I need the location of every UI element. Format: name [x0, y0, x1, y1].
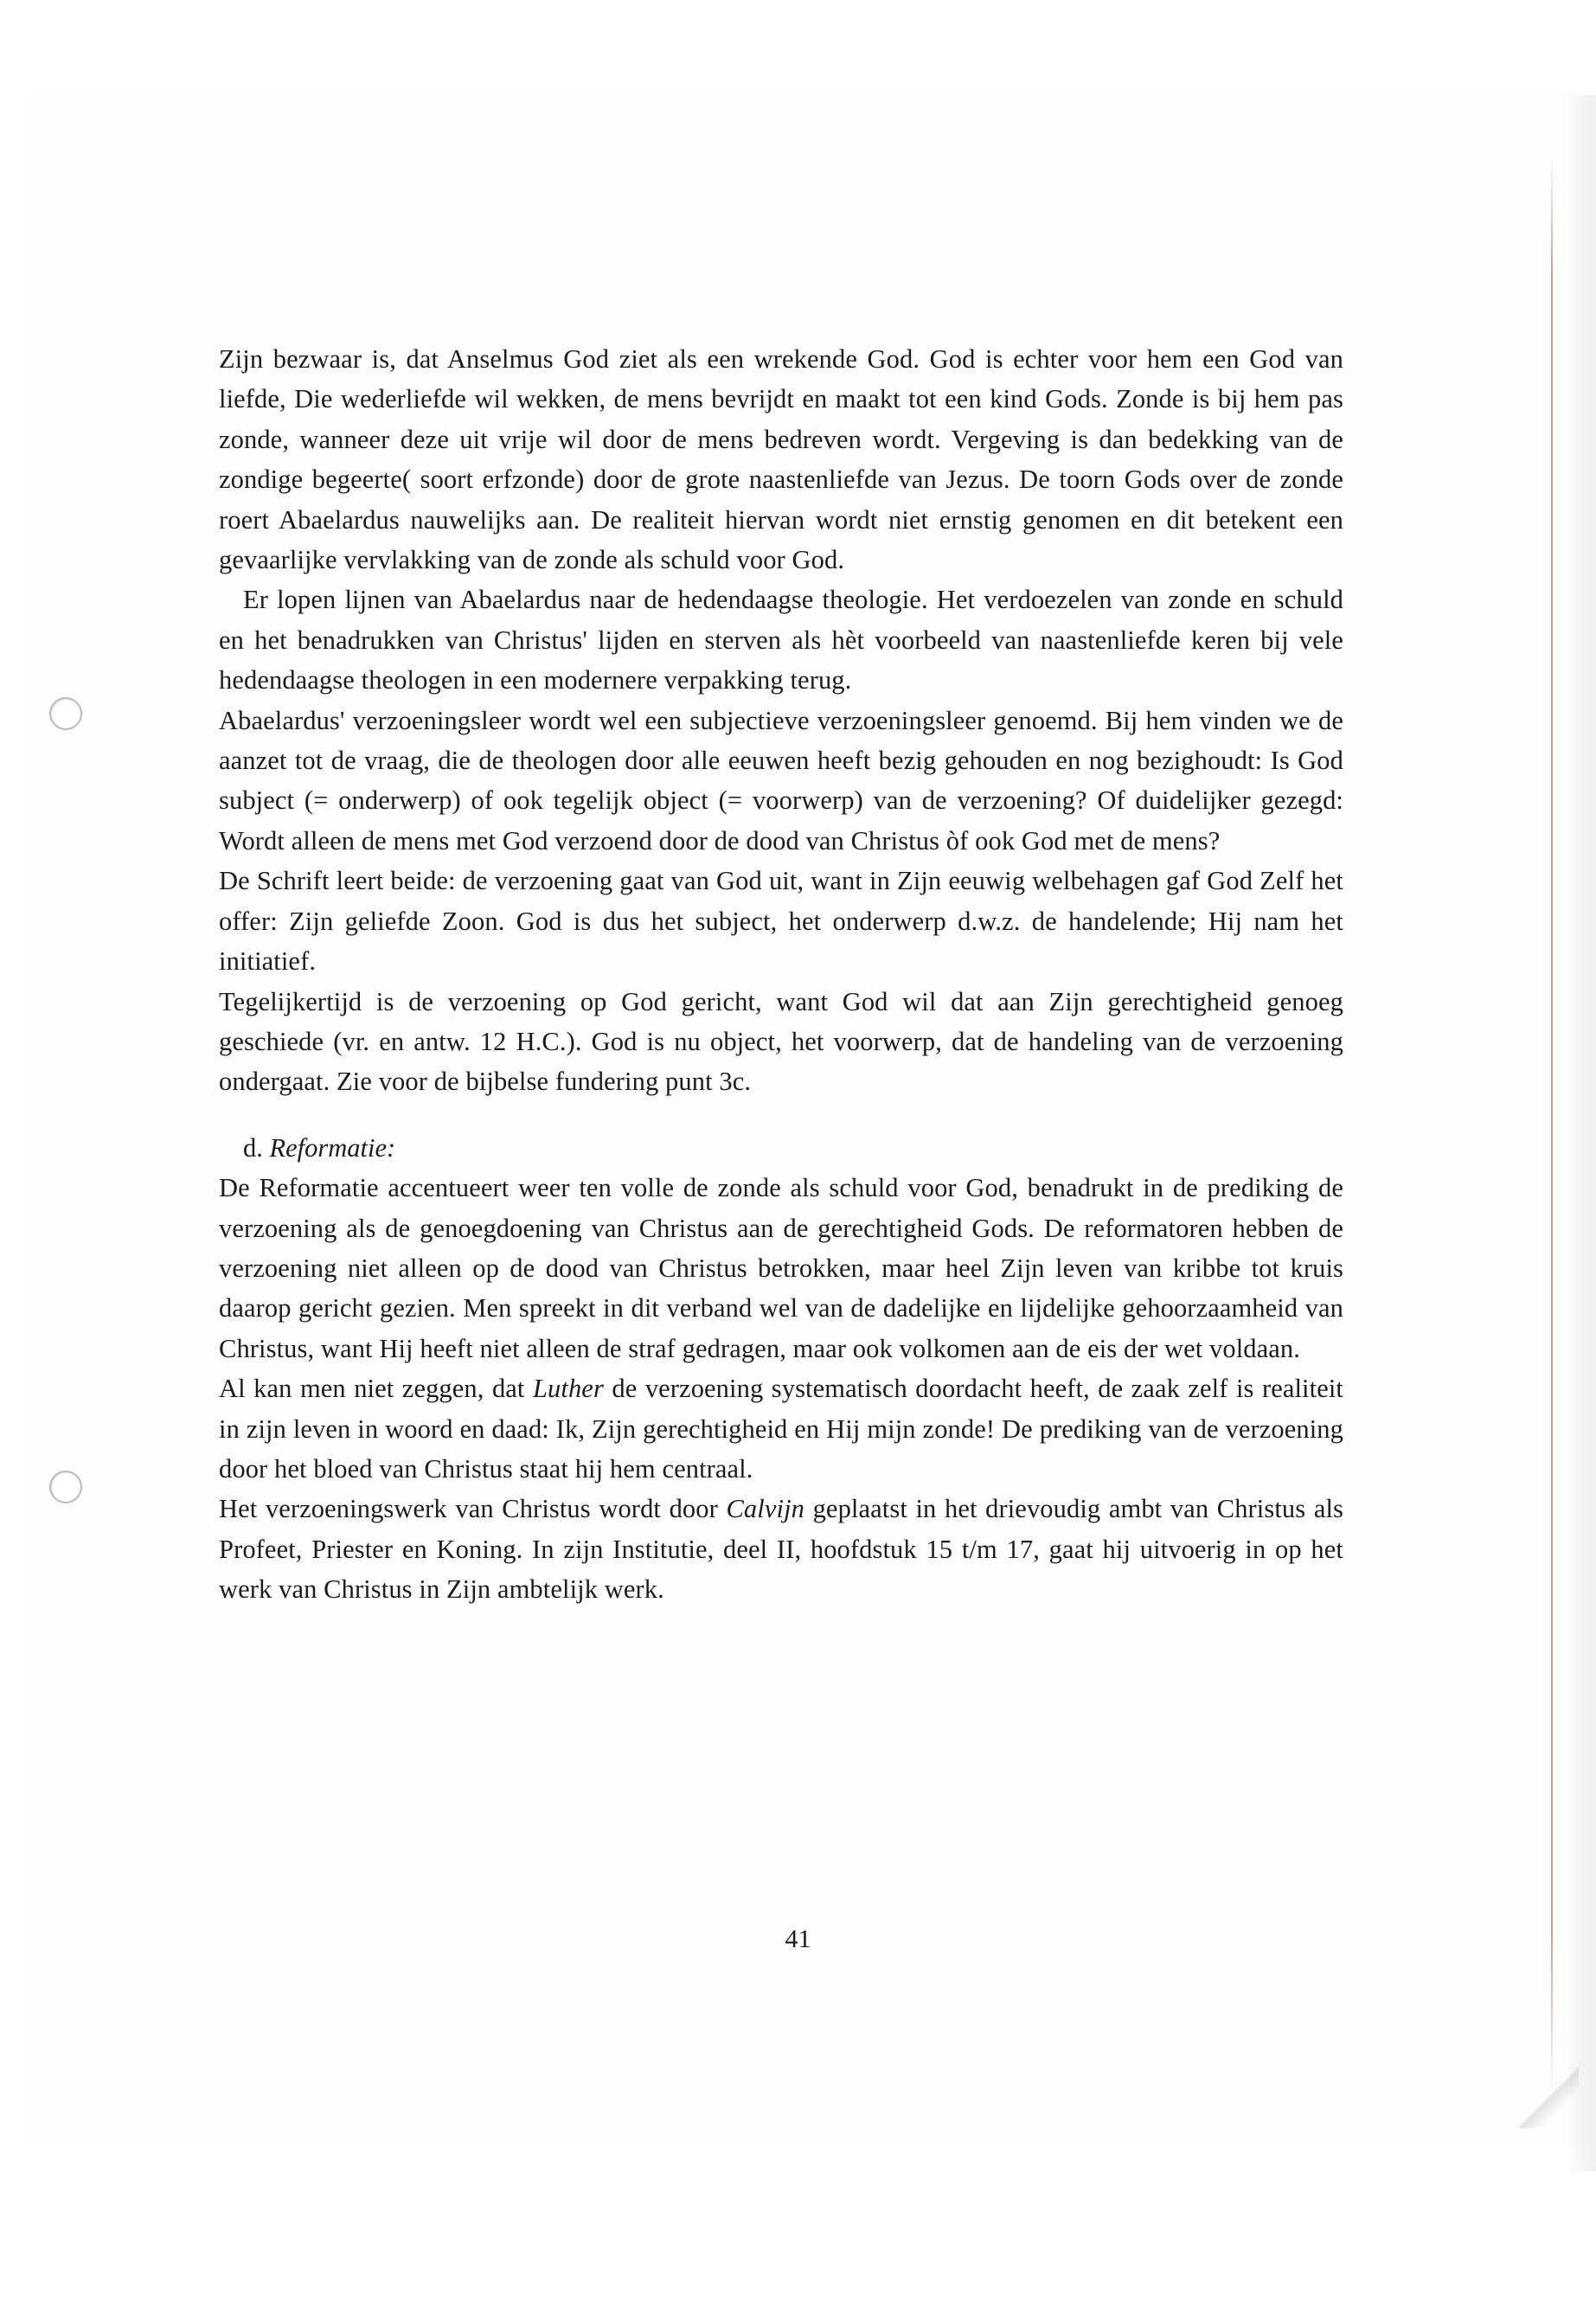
paragraph-6: De Reformatie accentueert weer ten volle de zonde als schuld voor God, benadrukt in de prediking de verzoening als de genoegdoening van Christus aan de gerechtigheid Gods. De reformatoren hebben de verzoening niet alleen op de dood van Christus betrokken, maar heel Zijn leven van kribbe tot kruis daarop gericht gezien. Men spreekt in dit verband wel van de dadelijke en lijdelijke gehoorzaamheid van Christus, want Hij heeft niet alleen de straf gedragen, maar ook volkomen aan de eis der wet voldaan. [219, 1173, 1343, 1363]
paragraph-7-text-before: Al kan men niet zeggen, dat [219, 1374, 533, 1404]
paragraph-7-text-after: de verzoening systematisch doordacht heeft, de zaak zelf is realiteit in zijn leven in woord en daad: Ik, Zijn gerechtigheid en Hij mijn zonde! De prediking van de verzoening door het bloed van Christus staat hij hem centraal. [219, 1374, 1343, 1484]
paragraph-8-text-before: Het verzoeningswerk van Christus wordt door [219, 1494, 727, 1524]
punch-hole-icon [49, 1471, 82, 1503]
page-number: 41 [785, 1925, 811, 1953]
section-heading-title: Reformatie: [269, 1132, 396, 1163]
paragraph-8-italic-word: Calvijn [726, 1494, 804, 1524]
section-heading [219, 1128, 1343, 1168]
paragraph-8 [219, 1489, 1343, 1609]
scan-left-margin [0, 0, 29, 2301]
section-heading-label: d. [243, 1132, 263, 1163]
paragraph-8-text-after: geplaatst in het drievoudig ambt van Christus als Profeet, Priester en Koning. In zijn Institutie, deel II, hoofdstuk 15 t/m 17, gaat hij uitvoerig in op het werk van Christus in Zijn ambtelijk werk. [219, 1494, 1344, 1605]
paragraph-4: De Schrift leert beide: de verzoening gaat van God uit, want in Zijn eeuwig welbehagen gaf God Zelf het offer: Zijn geliefde Zoon. God is dus het subject, het onderwerp d.w.z. de handelende; Hij nam het initiatief. [219, 866, 1343, 977]
page-corner-fold [1518, 2067, 1579, 2128]
punch-hole-icon [49, 697, 82, 730]
scan-top-margin [0, 0, 1596, 83]
scan-artifact-line [1551, 156, 1553, 2093]
paragraph-7-italic-word: Luther [532, 1374, 604, 1404]
paragraph-1: Zijn bezwaar is, dat Anselmus God ziet als een wrekende God. God is echter voor hem een God van liefde, Die wederliefde wil wekken, de mens bevrijdt en maakt tot een kind Gods. Zonde is bij hem pas zonde, wanneer deze uit vrije wil door de mens bedreven wordt. Vergeving is dan bedekking van de zondige begeerte( soort erfzonde) door de grote naastenliefde van Jezus. De toorn Gods over de zonde roert Abaelardus nauwelijks aan. De realiteit hiervan wordt niet ernstig genomen en dit betekent een gevaarlijke vervlakking van de zonde als schuld voor God. [219, 344, 1343, 575]
paragraph-3: Abaelardus' verzoeningsleer wordt wel een subjectieve verzoeningsleer genoemd. Bij hem vinden we de aanzet tot de vraag, die de theologen door alle eeuwen heeft bezig gehouden en nog bezighoudt: Is God subject (= onderwerp) of ook tegelijk object (= voorwerp) van de verzoening? Of duidelijker gezegd: Wordt alleen de mens met God verzoend door de dood van Christus òf ook God met de mens? [219, 705, 1343, 856]
body-text-column [219, 339, 1343, 1610]
paragraph-5: Tegelijkertijd is de verzoening op God gericht, want God wil dat aan Zijn gerechtigheid genoeg geschiede (vr. en antw. 12 H.C.). God is nu object, het voorwerp, dat de handeling van de verzoening ondergaat. Zie voor de bijbelse fundering punt 3c. [219, 986, 1343, 1097]
paragraph-7 [219, 1368, 1343, 1489]
paragraph-2: Er lopen lijnen van Abaelardus naar de hedendaagse theologie. Het verdoezelen van zonde en schuld en het benadrukken van Christus' lijden en sterven als hèt voorbeeld van naastenliefde keren bij vele hedendaagse theologen in een modernere verpakking terug. [219, 585, 1343, 695]
scan-right-shadow [1570, 95, 1596, 2171]
scan-bottom-margin [0, 2145, 1596, 2301]
